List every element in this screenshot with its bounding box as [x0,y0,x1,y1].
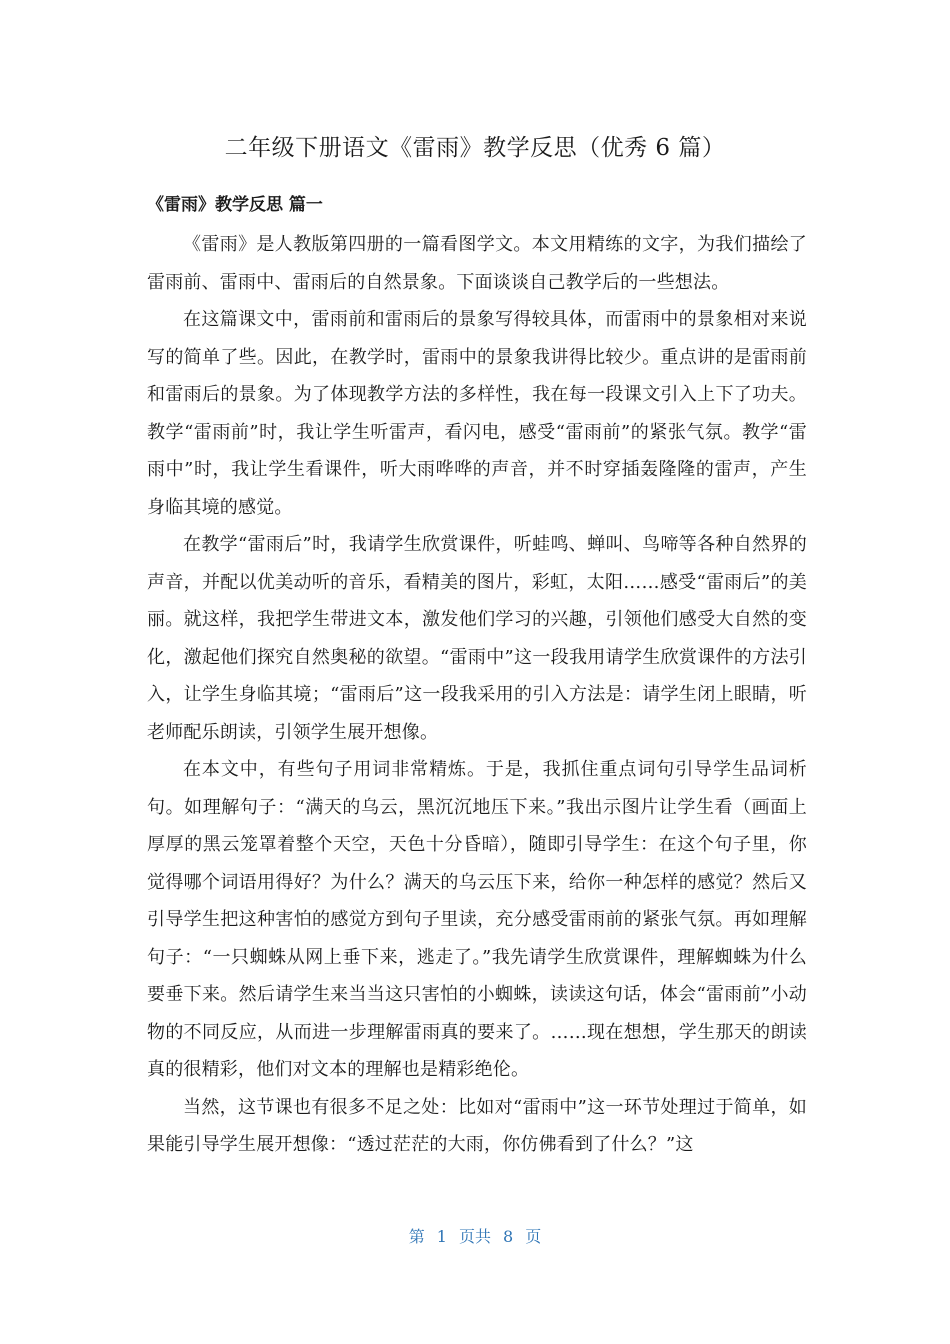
paragraph-3: 在教学“雷雨后”时，我请学生欣赏课件，听蛙鸣、蝉叫、鸟啼等各种自然界的声音，并配以优美动听的音乐，看精美的图片，彩虹，太阳……感受“雷雨后”的美丽。就这样，我把学生带进文本，激发他们学习的兴趣，引领他们感受大自然的变化，激起他们探究自然奥秘的欲望。“雷雨中”这一段我用请学生欣赏课件的方法引入，让学生身临其境；“雷雨后”这一段我采用的引入方法是：请学生闭上眼睛，听老师配乐朗读，引领学生展开想像。 [147,534,807,743]
footer-prefix: 第 [408,1227,425,1246]
body-text [147,226,807,1164]
section-heading: 《雷雨》教学反思 篇一 [147,195,323,215]
page-footer [0,1222,950,1252]
footer-middle: 页共 [458,1227,491,1246]
paragraph-2: 在这篇课文中，雷雨前和雷雨后的景象写得较具体，而雷雨中的景象相对来说写的简单了些。因此，在教学时，雷雨中的景象我讲得比较少。重点讲的是雷雨前和雷雨后的景象。为了体现教学方法的多样性，我在每一段课文引入上下了功夫。教学“雷雨前”时，我让学生听雷声，看闪电，感受“雷雨前”的紧张气氛。教学“雷雨中”时，我让学生看课件，听大雨哗哗的声音，并不时穿插轰隆隆的雷声，产生身临其境的感觉。 [147,309,807,518]
paragraph-1: 《雷雨》是人教版第四册的一篇看图学文。本文用精练的文字，为我们描绘了雷雨前、雷雨中、雷雨后的自然景象。下面谈谈自己教学后的一些想法。 [147,234,807,293]
paragraph-5: 当然，这节课也有很多不足之处：比如对“雷雨中”这一环节处理过于简单，如果能引导学生展开想像：“透过茫茫的大雨，你仿佛看到了什么？”这 [147,1096,807,1155]
footer-total-pages: 8 [503,1227,514,1246]
page-title: 二年级下册语文《雷雨》教学反思（优秀 6 篇） [224,135,726,161]
footer-suffix: 页 [525,1227,542,1246]
footer-current-page: 1 [436,1227,447,1246]
paragraph-4: 在本文中，有些句子用词非常精炼。于是，我抓住重点词句引导学生品词析句。如理解句子：“满天的乌云，黑沉沉地压下来。”我出示图片让学生看（画面上厚厚的黑云笼罩着整个天空，天色十分昏暗），随即引导学生：在这个句子里，你觉得哪个词语用得好？为什么？满天的乌云压下来，给你一种怎样的感觉？然后又引导学生把这种害怕的感觉方到句子里读，充分感受雷雨前的紧张气氛。再如理解句子：“一只蜘蛛从网上垂下来，逃走了。”我先请学生欣赏课件，理解蜘蛛为什么要垂下来。然后请学生来当当这只害怕的小蜘蛛，读读这句话，体会“雷雨前”小动物的不同反应，从而进一步理解雷雨真的要来了。……现在想想，学生那天的朗读真的很精彩，他们对文本的理解也是精彩绝伦。 [147,759,807,1080]
